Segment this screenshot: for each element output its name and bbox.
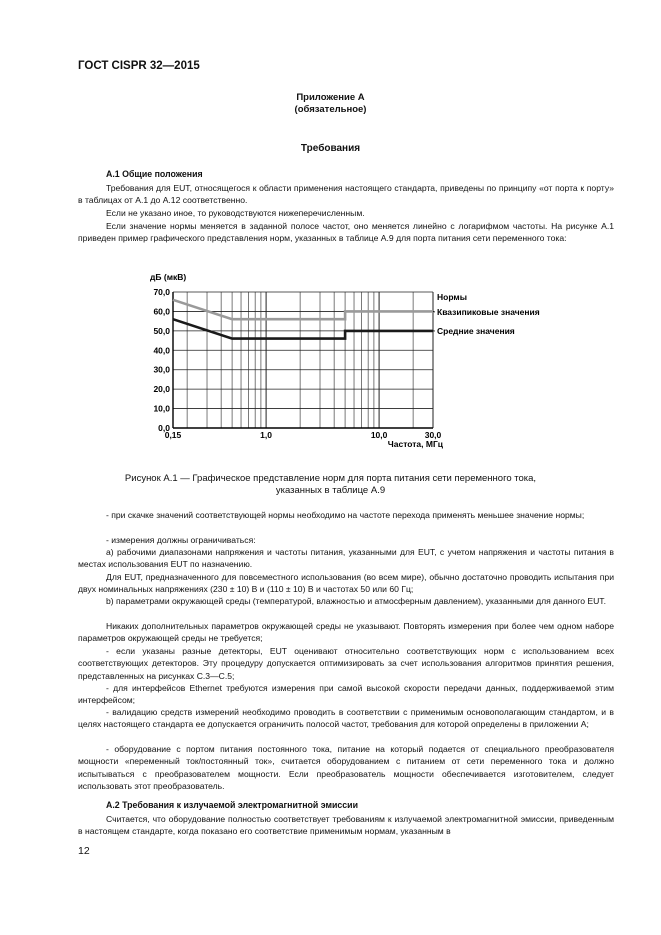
paragraph: - для интерфейсов Ethernet требуются измерения при самой высокой скорости передачи данных, поддерживаемой этим интерфейсом; (78, 683, 614, 706)
paragraph: Если значение нормы меняется в заданной полосе частот, оно меняется линейно с логарифмом частоты. На рисунке А.1 приведен пример графического представления норм, указанных в таблице А.9 для порта питания сети переменного тока: (78, 221, 614, 244)
annex-subtitle: (обязательное) (294, 104, 367, 115)
section-a1-heading: А.1 Общие положения (106, 169, 203, 179)
y-tick-label: 30,0 (153, 364, 170, 375)
page-number: 12 (78, 845, 90, 857)
series-line-average (173, 319, 433, 338)
y-tick-label: 60,0 (153, 306, 170, 317)
tick-labels (153, 287, 441, 440)
figure-caption-line1: Рисунок А.1 — Графическое представление норм для порта питания сети переменного тока, (124, 473, 537, 484)
paragraph: - валидацию средств измерений необходимо проводить в соответствии с применимым основополагающим стандартом, и в целях настоящего стандарта ее допускается ограничить полосой частот, требования для которой определены в приложении А; (78, 707, 614, 730)
y-tick-label: 20,0 (153, 384, 170, 395)
x-tick-label: 0,15 (164, 430, 182, 440)
paragraph: - измерения должны ограничиваться: (106, 535, 256, 545)
x-tick-label: 1,0 (260, 430, 273, 440)
legend-leader-line (433, 311, 435, 312)
section-a2-heading: А.2 Требования к излучаемой электромагнитной эмиссии (106, 800, 358, 810)
x-axis-label: Частота, МГц (387, 439, 443, 449)
limits-chart (130, 270, 540, 450)
chart-series (173, 300, 435, 339)
y-tick-label: 50,0 (153, 325, 170, 336)
y-tick-label: 40,0 (153, 345, 170, 356)
paragraph: - при скачке значений соответствующей нормы необходимо на частоте перехода применять меньшее значение нормы; (106, 510, 585, 520)
y-axis-label: дБ (мкВ) (150, 272, 187, 282)
legend-quasi-peak: Квазипиковые значения (437, 307, 540, 317)
legend-average: Средние значения (437, 326, 515, 336)
annex-heading: Требования (300, 143, 361, 154)
legend-header: Нормы (437, 292, 467, 302)
figure-caption-line2: указанных в таблице А.9 (275, 485, 386, 496)
y-tick-label: 70,0 (153, 287, 170, 297)
paragraph: Если не указано иное, то руководствуются нижеперечисленным. (106, 208, 365, 218)
paragraph: - оборудование с портом питания постоянного тока, питание на который подается от специального преобразователя мощности «переменный ток/постоянный ток», считается оборудованием с питанием от сети переменного тока и должно испытываться с преобразователем мощности. Если преобразователь мощности обеспечивается изготовителем, следует использовать этот преобразователь. (78, 744, 614, 792)
x-tick-label: 10,0 (370, 430, 388, 440)
annex-title: Приложение А (296, 92, 365, 103)
paragraph: Для EUT, предназначенного для повсеместного использования (во всем мире), обычно достаточно проводить испытания при двух номинальных напряжениях (230 ± 10) В и (110 ± 10) В и частотах 50 или 60 Гц; (78, 572, 614, 595)
paragraph: Считается, что оборудование полностью соответствует требованиям к излучаемой электромагнитной эмиссии, приведенным в настоящем стандарте, когда показано его соответствие применимым нормам, указанным в (78, 814, 614, 837)
document-header: ГОСТ CISPR 32—2015 (78, 60, 200, 72)
paragraph: Никаких дополнительных параметров окружающей среды не указывают. Повторять измерения при более чем одном наборе параметров окружающей среды не требуется; (78, 621, 614, 644)
series-line-quasi-peak (173, 300, 433, 319)
paragraph: b) параметрами окружающей среды (температурой, влажностью и атмосферным давлением), указанными для данного EUT. (106, 596, 606, 606)
x-tick-label: 30,0 (424, 430, 442, 440)
paragraph: Требования для EUT, относящегося к области применения настоящего стандарта, приведены по принципу «от порта к порту» в таблицах от А.1 до А.12 соответственно. (78, 183, 614, 206)
y-tick-label: 0,0 (158, 423, 170, 433)
paragraph: - если указаны разные детекторы, EUT оценивают относительно соответствующих норм с использованием всех соответствующих детекторов. Эту процедуру допускается оптимизировать за счет использования алгоритмов принятия решения, представленных на рисунках С.3—С.5; (78, 646, 614, 681)
paragraph: а) рабочими диапазонами напряжения и частоты питания, указанными для EUT, с учетом напряжения и частоты питания в местах использования EUT по назначению. (78, 547, 614, 570)
y-tick-label: 10,0 (153, 403, 170, 414)
